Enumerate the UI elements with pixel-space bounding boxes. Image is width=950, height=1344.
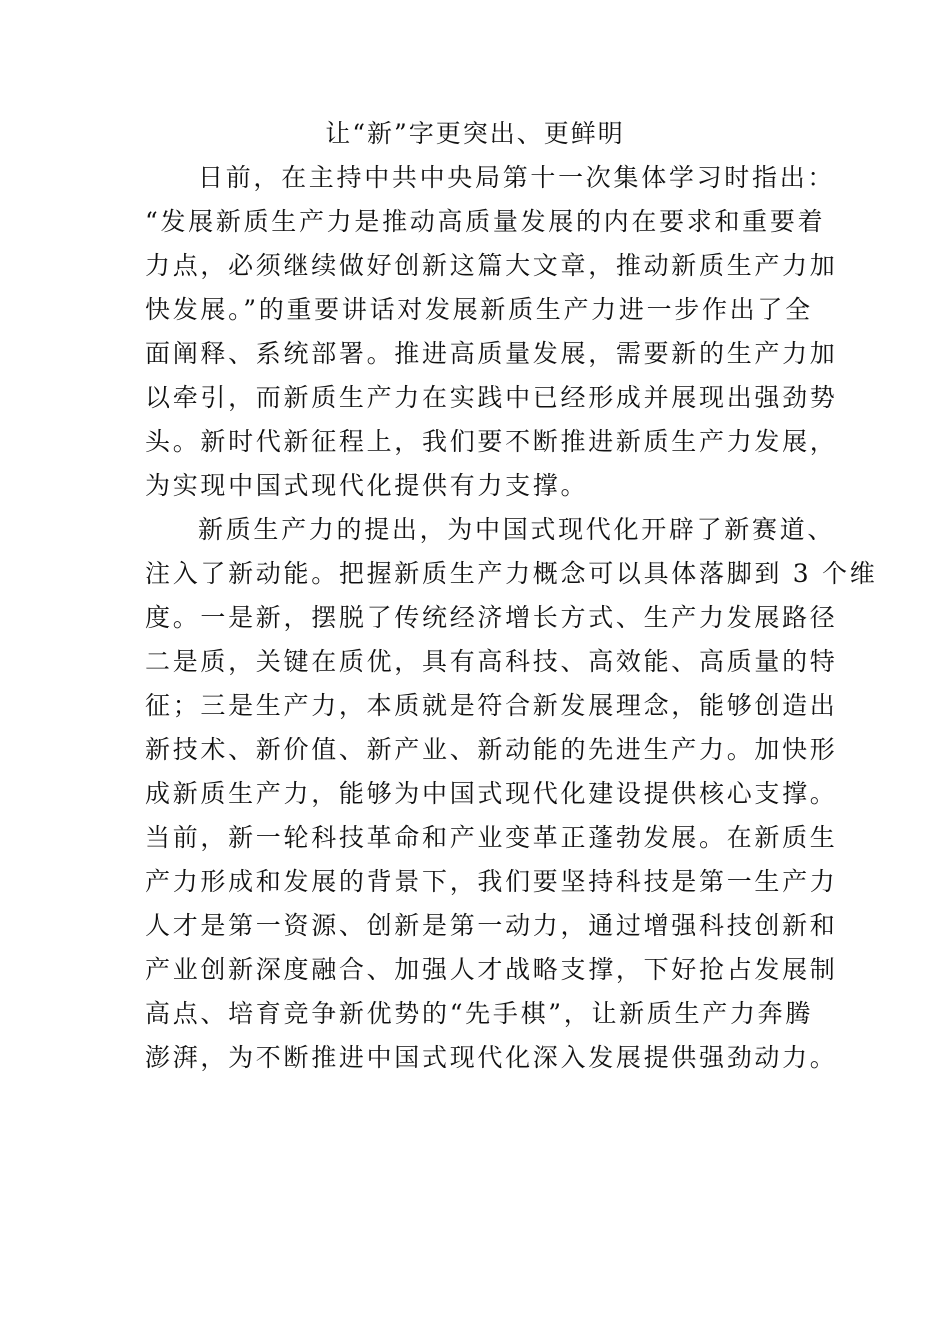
paragraph-2-line-1: 新质生产力的提出，为中国式现代化开辟了新赛道、 (198, 515, 836, 544)
paragraph-2-line-5: 征；三是生产力，本质就是符合新发展理念，能够创造出 (145, 691, 838, 720)
paragraph-2-line-7: 成新质生产力，能够为中国式现代化建设提供核心支撑。 (145, 779, 838, 808)
paragraph-2-line-8: 当前，新一轮科技革命和产业变革正蓬勃发展。在新质生 (145, 823, 838, 852)
paragraph-2-line-3: 度。一是新，摆脱了传统经济增长方式、生产力发展路径 (145, 603, 838, 632)
paragraph-1-line-3: 力点，必须继续做好创新这篇大文章，推动新质生产力加 (145, 251, 838, 280)
paragraph-2-line-12: 高点、培育竞争新优势的“先手棋”，让新质生产力奔腾 (145, 999, 814, 1028)
paragraph-1-line-5: 面阐释、系统部署。推进高质量发展，需要新的生产力加 (145, 339, 838, 368)
paragraph-2-line-6: 新技术、新价值、新产业、新动能的先进生产力。加快形 (145, 735, 838, 764)
paragraph-2-line-2: 注入了新动能。把握新质生产力概念可以具体落脚到 3 个维 (145, 559, 878, 588)
document-body (145, 156, 878, 1080)
paragraph-1-line-6: 以牵引，而新质生产力在实践中已经形成并展现出强劲势 (145, 383, 838, 412)
paragraph-1-line-2: “发展新质生产力是推动高质量发展的内在要求和重要着 (145, 207, 826, 236)
paragraph-1-line-4: 快发展。”的重要讲话对发展新质生产力进一步作出了全 (145, 295, 813, 324)
paragraph-1-line-1: 日前，在主持中共中央局第十一次集体学习时指出： (198, 163, 836, 192)
paragraph-1-line-7: 头。新时代新征程上，我们要不断推进新质生产力发展， (145, 427, 838, 456)
paragraph-2-line-10: 人才是第一资源、创新是第一动力，通过增强科技创新和 (145, 911, 838, 940)
document-title: 让“新”字更突出、更鲜明 (325, 119, 625, 148)
paragraph-2-line-11: 产业创新深度融合、加强人才战略支撑，下好抢占发展制 (145, 955, 838, 984)
paragraph-1-line-8: 为实现中国式现代化提供有力支撑。 (145, 471, 589, 500)
paragraph-2-line-4: 二是质，关键在质优，具有高科技、高效能、高质量的特 (145, 647, 838, 676)
paragraph-2-line-13: 澎湃，为不断推进中国式现代化深入发展提供强劲动力。 (145, 1043, 838, 1072)
paragraph-2-line-9: 产力形成和发展的背景下，我们要坚持科技是第一生产力 (145, 867, 838, 896)
